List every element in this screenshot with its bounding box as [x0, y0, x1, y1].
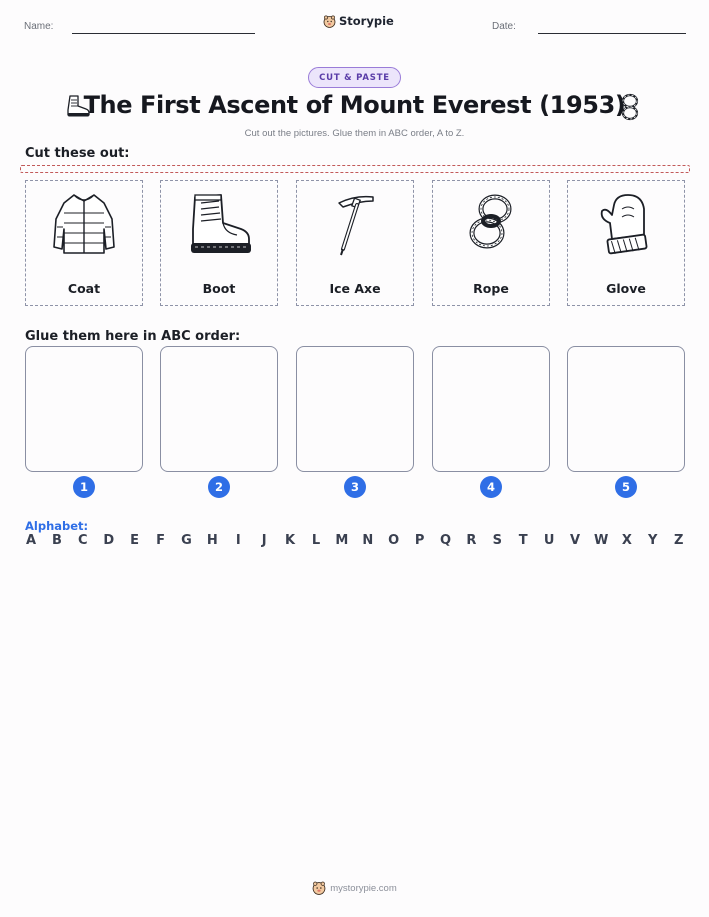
name-line — [72, 33, 255, 34]
boot-icon — [183, 189, 255, 259]
alphabet-letter: B — [51, 533, 62, 548]
cut-section-heading: Cut these out: — [25, 146, 130, 161]
date-line — [538, 33, 686, 34]
alphabet-letter: Z — [673, 533, 684, 548]
glue-box-3[interactable] — [296, 346, 414, 472]
coat-icon — [48, 189, 120, 259]
glue-box-5[interactable] — [567, 346, 685, 472]
alphabet-letter: U — [543, 533, 555, 548]
brand-name: Storypie — [339, 14, 394, 28]
alphabet-letter: L — [311, 533, 321, 548]
alphabet-letter: V — [570, 533, 581, 548]
card-label: Rope — [473, 281, 509, 296]
cut-card-rope[interactable] — [432, 180, 550, 306]
alphabet-letter: I — [235, 533, 241, 548]
cut-card-boot[interactable] — [160, 180, 278, 306]
alphabet-letter: F — [156, 533, 165, 548]
alphabet-letter: H — [206, 533, 218, 548]
cut-card-glove[interactable] — [567, 180, 685, 306]
page-title: The First Ascent of Mount Everest (1953) — [83, 91, 626, 119]
glue-box-1[interactable] — [25, 346, 143, 472]
alphabet-letter: M — [335, 533, 349, 548]
ice-axe-icon — [319, 189, 391, 259]
number-badge-1: 1 — [73, 476, 95, 498]
rope-icon — [455, 189, 527, 259]
alphabet-letter: P — [414, 533, 425, 548]
alphabet-letter: D — [103, 533, 115, 548]
alphabet-letter: Y — [648, 533, 658, 548]
card-label: Ice Axe — [329, 281, 381, 296]
alphabet-letter: K — [285, 533, 296, 548]
cut-card-coat[interactable] — [25, 180, 143, 306]
cut-paste-badge: CUT & PASTE — [308, 67, 401, 88]
alphabet-letter: C — [78, 533, 88, 548]
card-label: Boot — [202, 281, 236, 296]
instructions: Cut out the pictures. Glue them in ABC order, A to Z. — [244, 128, 465, 139]
alphabet-letter: O — [388, 533, 400, 548]
alphabet-letter: E — [130, 533, 140, 548]
brand-logo — [323, 14, 394, 28]
alphabet-letter: G — [181, 533, 192, 548]
alphabet-letter: W — [593, 533, 609, 548]
alphabet-heading: Alphabet: — [25, 519, 89, 533]
alphabet-letter: Q — [439, 533, 452, 548]
number-badge-4: 4 — [480, 476, 502, 498]
alphabet-letter: X — [621, 533, 632, 548]
alphabet-letter: S — [492, 533, 502, 548]
card-label: Coat — [67, 281, 101, 296]
alphabet-letter: J — [261, 533, 267, 548]
name-label: Name: — [24, 21, 54, 32]
date-label: Date: — [492, 21, 516, 32]
card-label: Glove — [606, 281, 646, 296]
alphabet-letter: R — [466, 533, 477, 548]
alphabet-letter: N — [362, 533, 374, 548]
rope-icon — [617, 92, 643, 122]
cut-dashed-line — [20, 165, 690, 173]
number-badge-3: 3 — [344, 476, 366, 498]
footer — [0, 881, 709, 895]
alphabet-letter: T — [518, 533, 528, 548]
alphabet-row — [24, 533, 686, 548]
cut-card-ice-axe[interactable] — [296, 180, 414, 306]
glue-box-2[interactable] — [160, 346, 278, 472]
glue-box-4[interactable] — [432, 346, 550, 472]
alphabet-letter: A — [25, 533, 37, 548]
number-badge-5: 5 — [615, 476, 637, 498]
footer-url[interactable]: mystorypie.com — [330, 882, 397, 894]
glue-section-heading: Glue them here in ABC order: — [25, 329, 241, 344]
glove-icon — [590, 189, 662, 259]
storypie-mascot-icon — [312, 881, 326, 895]
number-badge-2: 2 — [208, 476, 230, 498]
storypie-mascot-icon — [323, 15, 336, 28]
